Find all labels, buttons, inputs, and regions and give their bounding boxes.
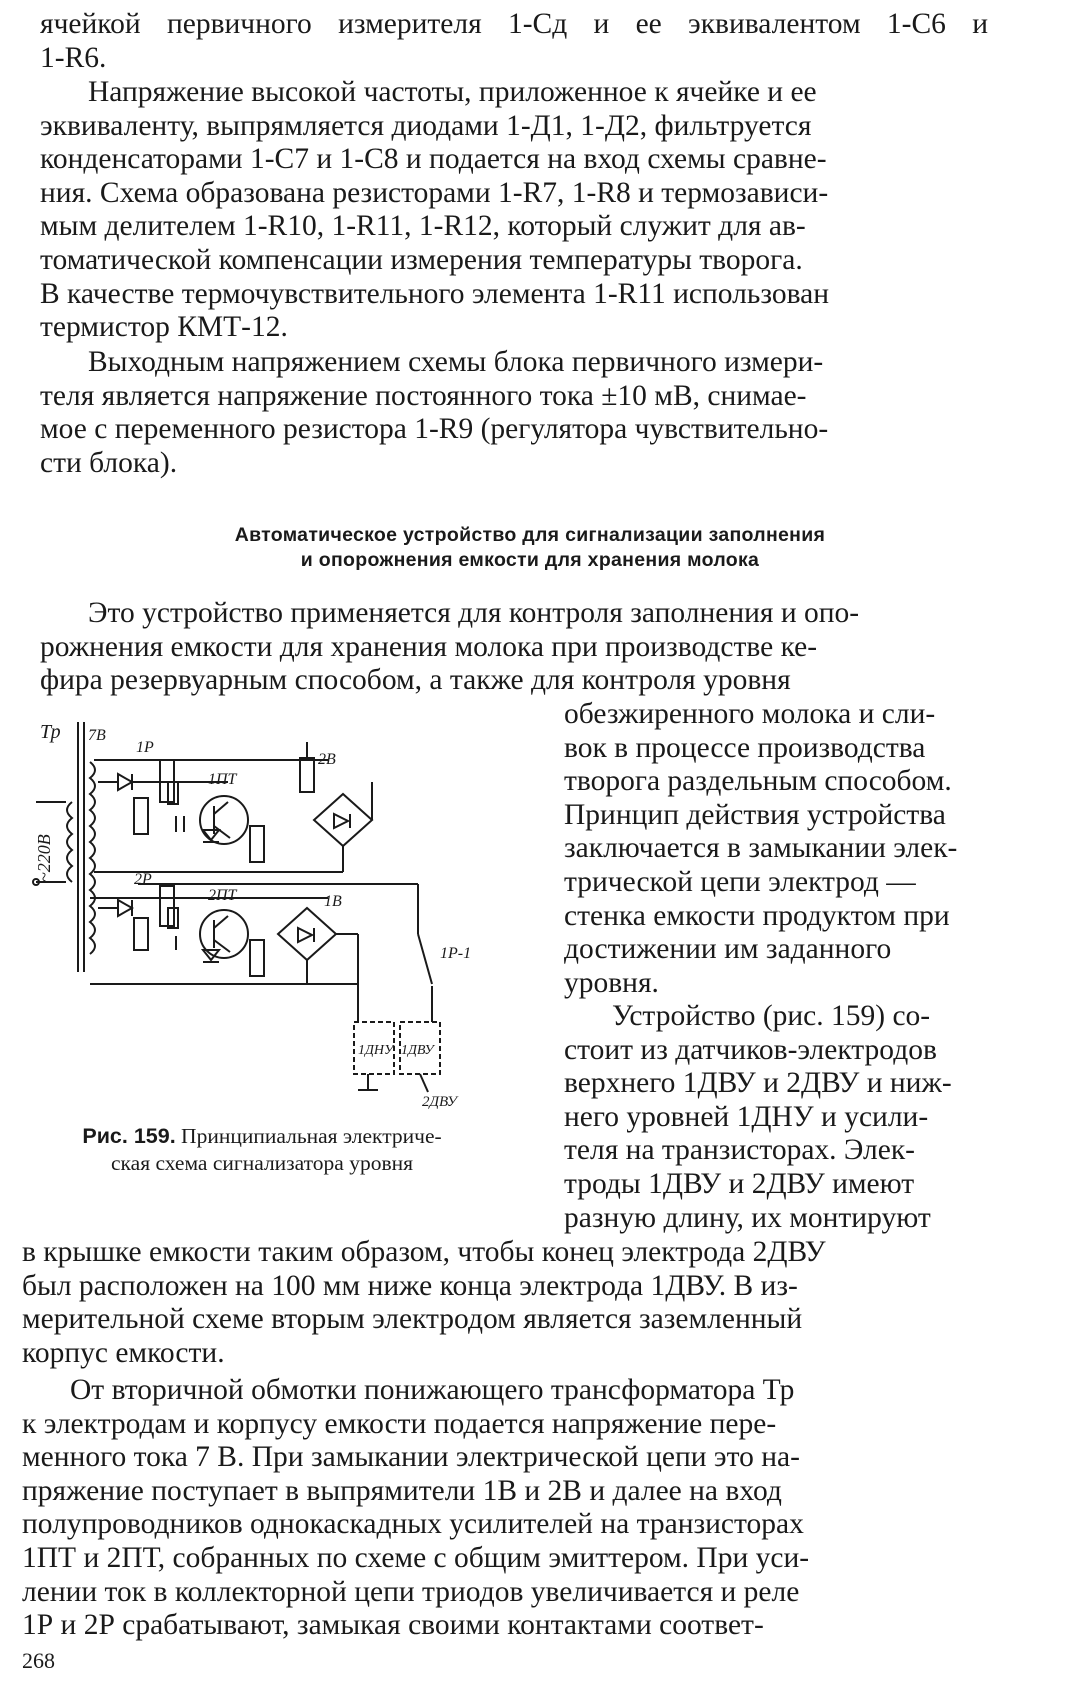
text-line: заключается в замыкании элек- (564, 832, 958, 865)
text-line: к электродам и корпусу емкости подается напряжение пере- (22, 1407, 777, 1440)
text-line: лении ток в коллекторной цепи триодов увеличивается и реле (22, 1575, 800, 1608)
paragraph-output-voltage (40, 346, 988, 480)
text-line: троды 1ДВУ и 2ДВУ имеют (564, 1167, 915, 1200)
text-line: уровня. (564, 966, 659, 999)
caption-line (22, 1123, 502, 1150)
text-line: ячейкой первичного измерителя 1-Сд и ее эквивалентом 1-С6 и (40, 8, 988, 40)
text-line: вок в процессе производства (564, 731, 926, 764)
text-line: Это устройство применяется для контроля заполнения и опо- (88, 597, 860, 629)
text-line: в крышке емкости таким образом, чтобы конец электрода 2ДВУ (22, 1236, 826, 1268)
text-line: сти блока). (40, 446, 178, 479)
text-line: Принцип действия устройства (564, 798, 946, 831)
paragraph-structure-wrap (564, 1000, 988, 1235)
page-number: 268 (22, 1648, 55, 1673)
text-line: томатической компенсации измерения температуры творога. (40, 243, 803, 276)
paragraph-device-wrap (564, 698, 988, 1000)
label-tr: Тр (40, 722, 61, 743)
text-line: пряжение поступает в выпрямители 1В и 2В и далее на вход (22, 1474, 782, 1507)
label-1pt: 1ПТ (208, 771, 237, 788)
paragraph-secondary-winding (22, 1374, 988, 1643)
label-1p: 1Р (136, 739, 154, 756)
label-1dnu: 1ДНУ (358, 1043, 394, 1058)
text-line: разную длину, их монтируют (564, 1201, 931, 1234)
text-line: 1ПТ и 2ПТ, собранных по схеме с общим эмиттером. При уси- (22, 1541, 810, 1574)
text-line: стенка емкости продуктом при (564, 899, 950, 932)
text-line: верхнего 1ДВУ и 2ДВУ и ниж- (564, 1067, 952, 1100)
text-line: конденсаторами 1-С7 и 1-С8 и подается на вход схемы сравне- (40, 143, 827, 176)
text-line: рожнения емкости для хранения молока при производстве ке- (40, 630, 818, 663)
paragraph-structure-full (22, 1236, 988, 1370)
text-line: трической цепи электрод — (564, 865, 916, 898)
text-line: От вторичной обмотки понижающего трансформатора Тр (70, 1374, 795, 1406)
text-line: корпус емкости. (22, 1336, 225, 1369)
text-line: Напряжение высокой частоты, приложенное к ячейке и ее (88, 76, 817, 108)
heading-line: и опорожнения емкости для хранения молока (300, 549, 760, 571)
text-line: обезжиренного молока и сли- (564, 698, 936, 730)
text-line: менного тока 7 В. При замыкании электрической цепи это на- (22, 1441, 800, 1474)
channel-1 (94, 742, 418, 884)
label-2v: 2В (318, 751, 336, 768)
paragraph-hf-voltage (40, 76, 988, 345)
text-line: него уровней 1ДНУ и усили- (564, 1100, 929, 1133)
text-line: Устройство (рис. 159) со- (612, 1000, 931, 1032)
text-line: достижении им заданного (564, 933, 892, 966)
text-line: мерительной схеме вторым электродом является заземленный (22, 1303, 803, 1336)
caption-label: Рис. 159. (82, 1124, 176, 1148)
label-2pt: 2ПТ (208, 887, 237, 904)
heading-line: Автоматическое устройство для сигнализации заполнения (234, 524, 826, 546)
relay-contact-1p1 (418, 884, 432, 1022)
caption-line: ская схема сигнализатора уровня (110, 1151, 413, 1175)
text-line: ния. Схема образована резисторами 1-R7, 1-R8 и термозависи- (40, 176, 829, 209)
text-line: мое с переменного резистора 1-R9 (регулятора чувствительно- (40, 413, 829, 446)
text-line: стоит из датчиков-электродов (564, 1033, 937, 1066)
caption-text: Принципиальная электриче- (175, 1124, 442, 1148)
label-7v: 7В (88, 727, 106, 744)
text-line: эквиваленту, выпрямляется диодами 1-Д1, 1-Д2, фильтруется (40, 109, 812, 142)
text-line: фира резервуарным способом, а также для контроля уровня (40, 664, 791, 697)
text-line: Выходным напряжением схемы блока первичного измери- (88, 346, 824, 378)
text-line: полупроводников однокаскадных усилителей на транзисторах (22, 1508, 804, 1541)
text-line: был расположен на 100 мм ниже конца электрода 1ДВУ. В из- (22, 1269, 798, 1302)
text-line: творога раздельным способом. (564, 765, 952, 798)
figure-caption (22, 1123, 502, 1177)
label-1p-1: 1Р-1 (440, 945, 472, 962)
text-line: теля является напряжение постоянного тока ±10 мВ, снимае- (40, 379, 807, 412)
text-line: В качестве термочувствительного элемента 1-R11 использован (40, 277, 829, 310)
label-1v: 1В (324, 893, 342, 910)
circuit-diagram (28, 722, 518, 1112)
channel-2 (90, 886, 358, 1022)
section-heading (60, 523, 1000, 573)
label-1dvu: 1ДВУ (401, 1043, 434, 1058)
text-line: термистор КМТ-12. (40, 311, 288, 344)
text-line: теля на транзисторах. Элек- (564, 1134, 915, 1167)
text-line: 1Р и 2Р срабатывают, замыкая своими контактами соответ- (22, 1609, 764, 1642)
text-line: мым делителем 1-R10, 1-R11, 1-R12, который служит для ав- (40, 210, 806, 243)
label-2dvu: 2ДВУ (422, 1094, 458, 1110)
label-220v: ~220В (34, 834, 54, 882)
circuit-diagram-figure (28, 722, 518, 1112)
paragraph-device-intro (40, 597, 988, 698)
paragraph-top-continuation (40, 8, 988, 75)
label-2p: 2Р (134, 871, 152, 888)
text-line: 1-R6. (40, 41, 107, 74)
